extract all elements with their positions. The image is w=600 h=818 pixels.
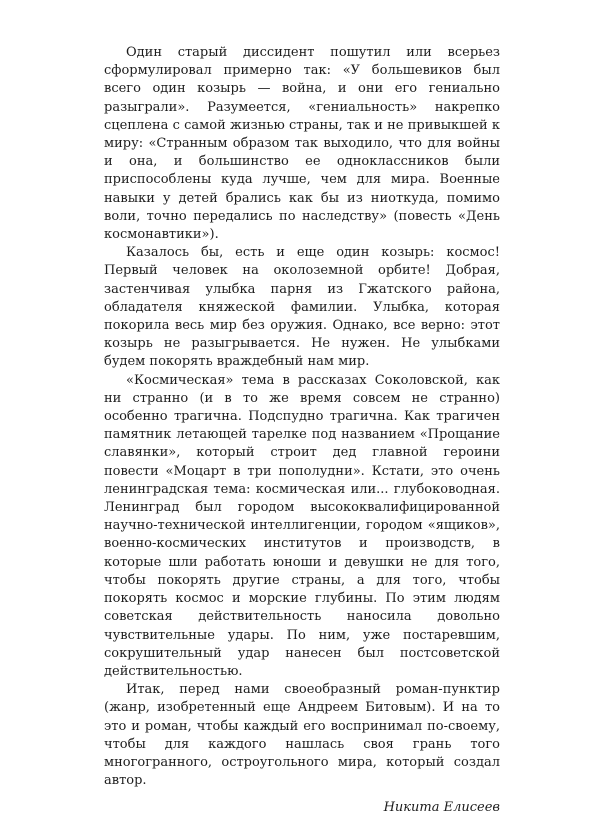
page-text-block <box>104 44 500 818</box>
paragraph-4: Итак, перед нами своеобразный роман-пунктир (жанр, изобретенный еще Андреем Битовым). И на то это и роман, чтобы каждый его воспринимал по-своему, чтобы для каждого нашлась своя грань того многогранного, остроугольного мира, который создал автор. <box>104 682 500 789</box>
paragraph-1: Один старый диссидент пошутил или всерьез сформулировал примерно так: «У большевиков был всего один козырь — война, и они его гениально разыграли». Разумеется, «гениальность» накрепко сцеплена с самой жизнью страны, так и не привыкшей к миру: «Странным образом так выходило, что для войны и она, и большинство ее одноклассников были приспособлены куда лучше, чем для мира. Военные навыки у детей брались как бы из ниоткуда, помимо воли, точно передались по наследству» (повесть «День космонавтики»). <box>104 45 500 243</box>
paragraph-2: Казалось бы, есть и еще один козырь: космос! Первый человек на околоземной орбите! Добрая, застенчивая улыбка парня из Гжатского района, обладателя княжеской фамилии. Улыбка, которая покорила весь мир без оружия. Однако, все верно: этот козырь не разыгрывается. Не нужен. Не улыбками будем покорять враждебный нам мир. <box>104 245 500 370</box>
author-signature: Никита Елисеев <box>383 800 500 816</box>
paragraph-3: «Космическая» тема в рассказах Соколовской, как ни странно (и в то же время совсем не странно) особенно трагична. Подспудно трагична. Как трагичен памятник летающей тарелке под названием «Прощание славянки», который строит дед главной героини повести «Моцарт в три пополудни». Кстати, это очень ленинградская тема: космическая или... глубоководная. Ленинград был городом высококвалифицированной научно-технической интеллигенции, городом «ящиков», военно-космических институтов и производств, в которые шли работать юноши и девушки не для того, чтобы покорять другие страны, а для того, чтобы покорять космос и морские глубины. По этим людям советская действительность наносила довольно чувствительные удары. По ним, уже постаревшим, сокрушительный удар нанесен был постсоветской действительностью. <box>104 372 500 679</box>
